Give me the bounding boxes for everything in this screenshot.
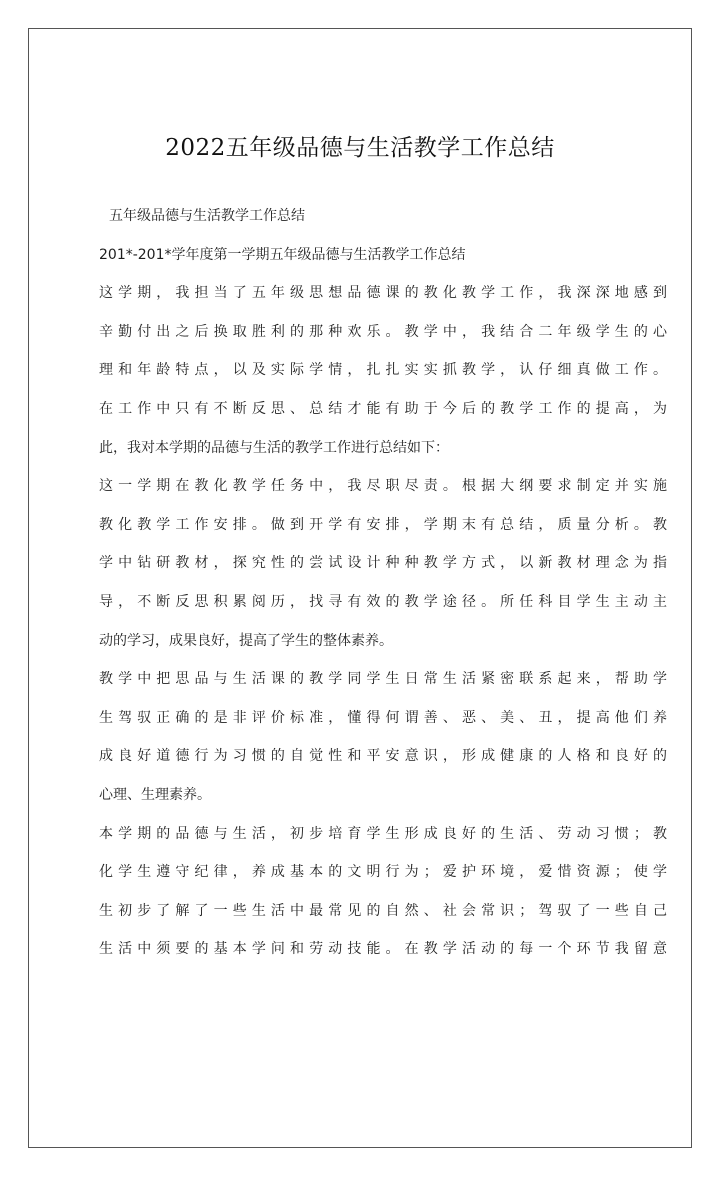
paragraph-line: 成良好道德行为习惯的自觉性和平安意识，形成健康的人格和良好的 [99, 748, 667, 765]
paragraph-line: 辛勤付出之后换取胜利的那种欢乐。教学中，我结合二年级学生的心 [99, 323, 667, 340]
paragraph-line: 本学期的品德与生活，初步培育学生形成良好的生活、劳动习惯；教 [99, 825, 667, 842]
document-page [28, 28, 692, 1148]
paragraph-line: 理和年龄特点，以及实际学情，扎扎实实抓教学，认仔细真做工作。 [99, 362, 667, 379]
paragraph [99, 660, 667, 814]
paragraph-line: 导，不断反思积累阅历，找寻有效的教学途径。所任科目学生主动主 [99, 593, 667, 610]
paragraph-line: 化学生遵守纪律，养成基本的文明行为；爱护环境，爱惜资源；使学 [99, 864, 667, 881]
paragraph-line: 生驾驭正确的是非评价标准，懂得何谓善、恶、美、丑，提高他们养 [99, 709, 667, 726]
paragraph-line: 生初步了解了一些生活中最常见的自然、社会常识；驾驭了一些自己 [99, 902, 667, 919]
document-body [99, 197, 667, 969]
document-title: 2022五年级品德与生活教学工作总结 [165, 135, 555, 161]
paragraph-line: 教学中把思品与生活课的教学同学生日常生活紧密联系起来，帮助学 [99, 671, 667, 688]
paragraph [99, 274, 667, 467]
paragraph-line: 心理、生理素养。 [99, 786, 211, 803]
paragraph [99, 467, 667, 660]
paragraph-line: 这一学期在教化教学任务中，我尽职尽责。根据大纲要求制定并实施 [99, 478, 667, 495]
section-heading: 201*-201*学年度第一学期五年级品德与生活教学工作总结 [99, 246, 466, 263]
paragraph-line: 学中钻研教材，探究性的尝试设计种种教学方式，以新教材理念为指 [99, 555, 667, 572]
paragraph-line: 这学期，我担当了五年级思想品德课的教化教学工作，我深深地感到 [99, 285, 667, 302]
paragraph-line: 生活中须要的基本学问和劳动技能。在教学活动的每一个环节我留意 [99, 941, 667, 958]
paragraph-line: 在工作中只有不断反思、总结才能有助于今后的教学工作的提高，为 [99, 400, 667, 417]
paragraph-line: 动的学习，成果良好，提高了学生的整体素养。 [99, 632, 393, 649]
paragraph-line: 教化教学工作安排。做到开学有安排，学期末有总结，质量分析。教 [99, 516, 667, 533]
document-subtitle: 五年级品德与生活教学工作总结 [109, 208, 305, 224]
paragraph-line: 此，我对本学期的品德与生活的教学工作进行总结如下： [99, 439, 449, 456]
paragraph [99, 815, 667, 969]
